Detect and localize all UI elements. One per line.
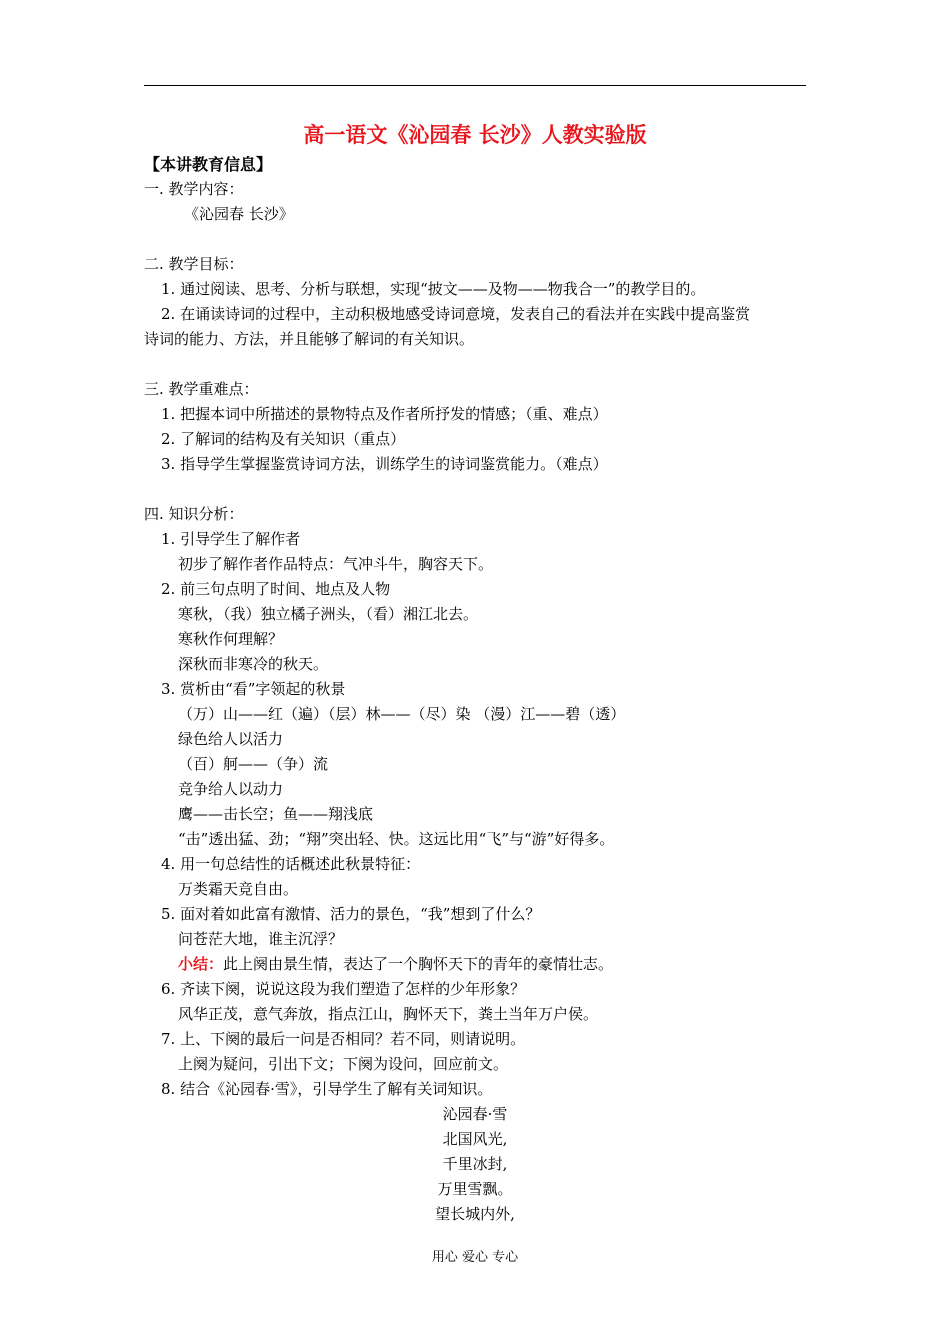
analysis-answer: 初步了解作者作品特点：气冲斗牛，胸容天下。 xyxy=(178,555,494,573)
analysis-answer: 上阕为疑问，引出下文；下阕为设问，回应前文。 xyxy=(178,1055,509,1073)
analysis-answer: 绿色给人以活力 xyxy=(178,730,284,748)
analysis-item: 3. 赏析由“看”字领起的秋景 xyxy=(161,680,346,698)
analysis-answer: 寒秋作何理解？ xyxy=(178,630,284,648)
page-footer: 用心 爱心 专心 xyxy=(431,1250,519,1265)
section-2-heading: 二. 教学目标： xyxy=(144,255,244,273)
section-3-heading: 三. 教学重难点： xyxy=(144,380,259,398)
goal-item: 1. 通过阅读、思考、分析与联想，实现“披文——及物——物我合一”的教学目的。 xyxy=(161,280,706,298)
spacer xyxy=(144,227,806,252)
goal-item: 2. 在诵读诗词的过程中，主动积极地感受诗词意境，发表自己的看法并在实践中提高鉴赏 xyxy=(161,305,751,323)
analysis-answer: 寒秋，（我）独立橘子洲头，（看）湘江北去。 xyxy=(178,605,479,623)
spacer xyxy=(144,477,806,502)
header-rule xyxy=(144,85,806,86)
key-point-item: 1. 把握本词中所描述的景物特点及作者所抒发的情感；（重、难点） xyxy=(161,405,608,423)
summary-label: 小结： xyxy=(178,955,224,973)
poem-line: 千里冰封, xyxy=(442,1155,508,1173)
key-point-item: 2. 了解词的结构及有关知识（重点） xyxy=(161,430,406,448)
section-4-heading: 四. 知识分析： xyxy=(144,505,244,523)
analysis-item: 6. 齐读下阕，说说这段为我们塑造了怎样的少年形象？ xyxy=(161,980,526,998)
document-title: 高一语文《沁园春 长沙》人教实验版 xyxy=(303,122,647,147)
analysis-item: 8. 结合《沁园春·雪》，引导学生了解有关词知识。 xyxy=(161,1080,493,1098)
analysis-item: 1. 引导学生了解作者 xyxy=(161,530,301,548)
poem-line: 北国风光, xyxy=(442,1130,508,1148)
goal-item-continued: 诗词的能力、方法，并且能够了解词的有关知识。 xyxy=(144,330,475,348)
section-1-heading: 一. 教学内容： xyxy=(144,180,244,198)
spacer xyxy=(144,352,806,377)
info-heading: 【本讲教育信息】 xyxy=(144,155,273,174)
analysis-item: 7. 上、下阕的最后一问是否相同？若不同，则请说明。 xyxy=(161,1030,526,1048)
analysis-answer: 万类霜天竞自由。 xyxy=(178,880,299,898)
analysis-answer: 鹰——击长空；鱼——翔浅底 xyxy=(178,805,374,823)
analysis-answer: 问苍茫大地，谁主沉浮？ xyxy=(178,930,344,948)
analysis-answer: 风华正茂，意气奔放，指点江山，胸怀天下，粪土当年万户侯。 xyxy=(178,1005,599,1023)
document-body xyxy=(144,118,806,1227)
analysis-answer: （万）山——红（遍）（层）林——（尽）染 （漫）江——碧（透） xyxy=(178,705,626,723)
poem-line: 望长城内外, xyxy=(435,1205,515,1223)
analysis-answer: 深秋而非寒冷的秋天。 xyxy=(178,655,329,673)
analysis-answer: 竞争给人以动力 xyxy=(178,780,284,798)
analysis-item: 5. 面对着如此富有激情、活力的景色，“我”想到了什么？ xyxy=(161,905,541,923)
summary-text: 此上阕由景生情，表达了一个胸怀天下的青年的豪情壮志。 xyxy=(223,955,614,973)
poem-line: 沁园春·雪 xyxy=(442,1105,508,1123)
analysis-item: 4. 用一句总结性的话概述此秋景特征： xyxy=(161,855,421,873)
analysis-answer: （百）舸——（争）流 xyxy=(178,755,329,773)
analysis-answer: “击”透出猛、劲；“翔”突出轻、快。这远比用“飞”与“游”好得多。 xyxy=(178,830,615,848)
key-point-item: 3. 指导学生掌握鉴赏诗词方法，训练学生的诗词鉴赏能力。（难点） xyxy=(161,455,608,473)
section-1-content: 《沁园春 长沙》 xyxy=(184,205,294,223)
analysis-item: 2. 前三句点明了时间、地点及人物 xyxy=(161,580,391,598)
summary-line xyxy=(144,952,806,977)
poem-line: 万里雪飘。 xyxy=(437,1180,513,1198)
